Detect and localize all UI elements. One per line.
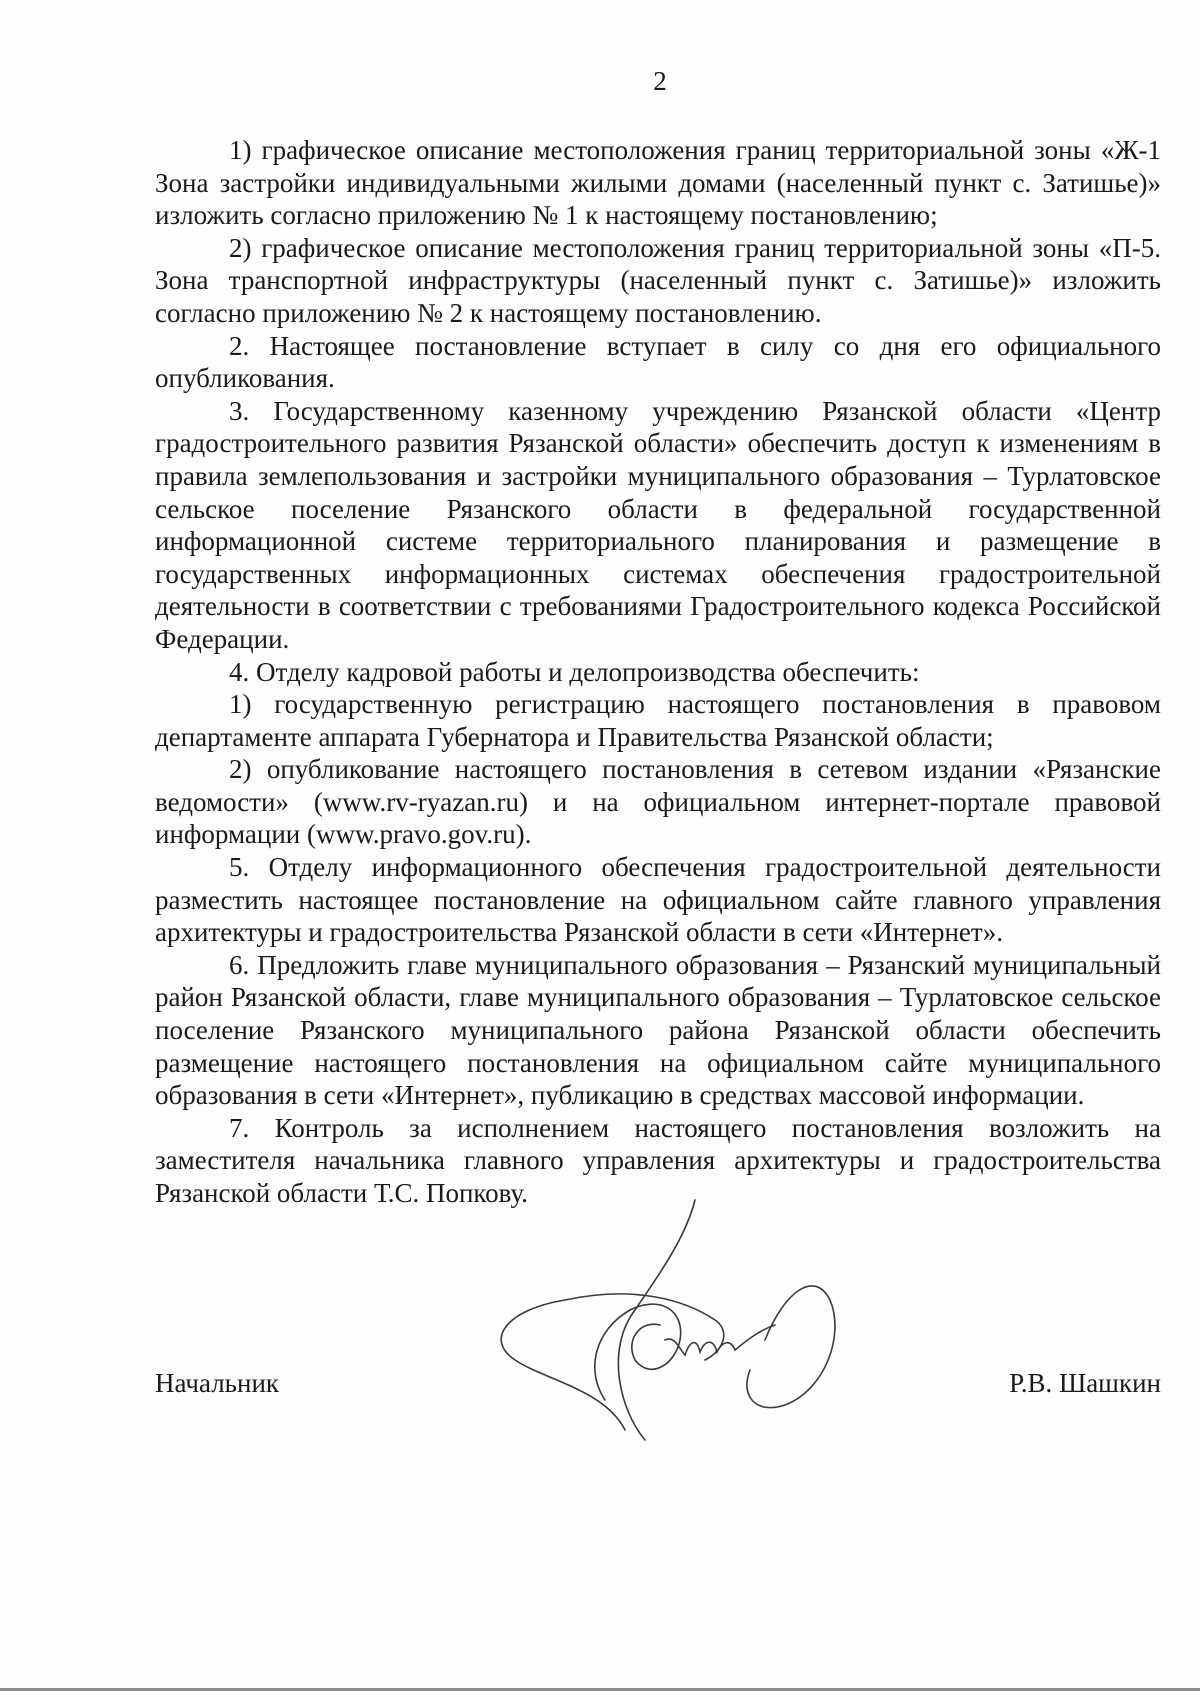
page-number: 2 [653, 66, 667, 96]
paragraph: 2) опубликование настоящего постановления в сетевом издании «Рязанские ведомости» (www.rv-ryazan.ru) и на официальном интернет-портале правовой информации (www.pravo.gov.ru). [155, 754, 1161, 850]
paragraph: 5. Отделу информационного обеспечения градостроительной деятельности разместить настоящее постановление на официальном сайте главного управления архитектуры и градостроительства Рязанской области в сети «Интернет». [155, 852, 1161, 948]
document-body [155, 134, 1161, 1210]
paragraph: 1) государственную регистрацию настоящего постановления в правовом департаменте аппарата Губернатора и Правительства Рязанской области; [155, 689, 1161, 752]
paragraph: 6. Предложить главе муниципального образования – Рязанский муниципальный район Рязанской области, главе муниципального образования – Турлатовское сельское поселение Рязанского муниципального района Рязанской области обеспечить размещение настоящего постановления на официальном сайте муниципального образования в сети «Интернет», публикацию в средствах массовой информации. [155, 949, 1161, 1111]
signatory-title: Начальник [155, 1368, 280, 1398]
handwritten-signature [485, 1190, 865, 1450]
scan-edge-line [0, 1688, 1200, 1691]
paragraph: 1) графическое описание местоположения границ территориальной зоны «Ж-1 Зона застройки индивидуальными жилыми домами (населенный пункт с. Затишье)» изложить согласно приложению № 1 к настоящему постановлению; [155, 135, 1161, 231]
paragraph: 3. Государственному казенному учреждению Рязанской области «Центр градостроительного развития Рязанской области» обеспечить доступ к изменениям в правила землепользования и застройки муниципального образования – Турлатовское сельское поселение Рязанского области в федеральной государственной информационной системе территориального планирования и размещение в государственных информационных системах обеспечения градостроительной деятельности в соответствии с требованиями Градостроительного кодекса Российской Федерации. [155, 395, 1161, 654]
paragraph: 7. Контроль за исполнением настоящего постановления возложить на заместителя начальника главного управления архитектуры и градостроительства Рязанской области Т.С. Попкову. [155, 1112, 1161, 1208]
signature-block [155, 1260, 1161, 1460]
paragraph: 2. Настоящее постановление вступает в силу со дня его официального опубликования. [155, 330, 1161, 394]
signatory-name: Р.В. Шашкин [1009, 1368, 1161, 1398]
paragraph: 4. Отделу кадровой работы и делопроизводства обеспечить: [229, 656, 920, 687]
paragraph: 2) графическое описание местоположения границ территориальной зоны «П-5. Зона транспортной инфраструктуры (населенный пункт с. Затишье)» изложить согласно приложению № 2 к настоящему постановлению. [155, 232, 1161, 328]
